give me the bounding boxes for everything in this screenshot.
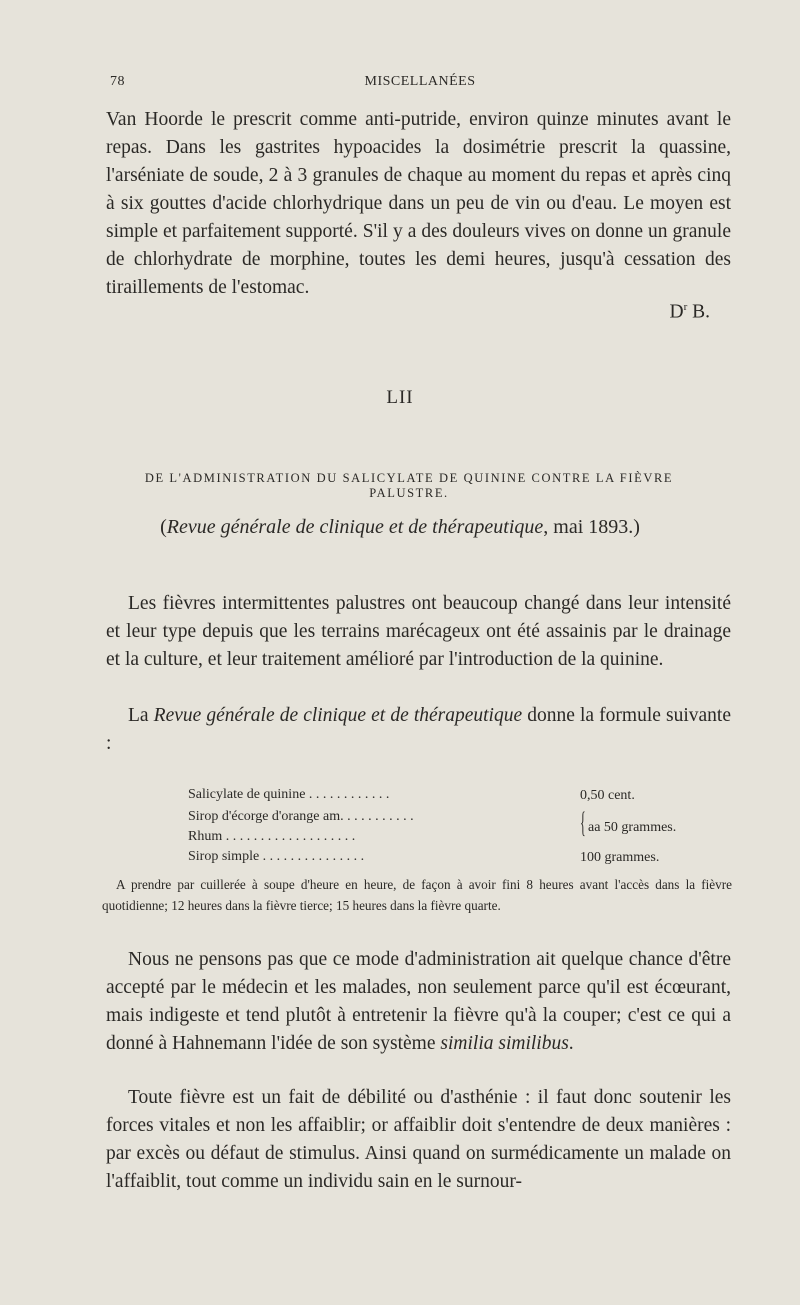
- signature: $D^r$ B.: [669, 301, 710, 323]
- section-title: DE L'ADMINISTRATION DU SALICYLATE DE QUININE CONTRE LA FIÈVRE PALUSTRE.: [144, 471, 674, 500]
- paragraph-van-hoorde: Van Hoorde le prescrit comme anti-putride, environ quinze minutes avant le repas. Dans les gastrites hypoacides la dosimétrie prescrit la quassine, l'arséniate de soude, 2 à 3 granules de chaque au moment du repas et après cinq à six gouttes d'acide chlorhydrique dans un peu de vin ou d'eau. Le moyen est simple et parfaitement supporté. S'il y a des douleurs vives on donne un granule de chlorhydrate de morphine, toutes les demi heures, jusqu'à cessation des tiraillements de l'estomac.: [106, 109, 731, 298]
- paragraph-formule: La Revue générale de clinique et de thérapeutique donne la formule suivante :: [106, 705, 731, 754]
- similia-phrase: similia similibus: [440, 1033, 569, 1054]
- recipe-item-name: Sirop d'écorge d'orange am. . . . . . . . . . .: [188, 809, 414, 824]
- paragraph-critique: Nous ne pensons pas que ce mode d'administration ait quelque chance d'être accepté par le médecin et les malades, non seulement parce qu'il est écœurant, mais indigeste et tend plutôt à entretenir la fièvre qu'à la couper; c'est ce qui a donné à Hahnemann l'idée de son système similia similibus.: [106, 949, 731, 1054]
- paragraph-debilite: Toute fièvre est un fait de débilité ou d'asthénie : il faut donc soutenir les forces vitales et non les affaiblir; or affaiblir doit s'entendre de deux manières : par excès ou défaut de stimulus. Ainsi quand on surmédicamente un malade on l'affaiblit, tout comme un individu sain en le surnour-: [106, 1087, 731, 1192]
- page-header: [110, 74, 730, 96]
- recipe-item-qty: 0,50 cent.: [580, 788, 635, 803]
- journal-title-inline: Revue générale de clinique et de thérapeutique: [153, 705, 523, 726]
- paragraph-fievres: Les fièvres intermittentes palustres ont beaucoup changé dans leur intensité et leur type depuis que les terrains marécageux ont été assainis par le drainage et la culture, et leur traitement amélioré par l'introduction de la quinine.: [106, 593, 731, 670]
- recipe-brace-qty: aa 50 grammes.: [588, 820, 677, 835]
- recipe-item-qty: 100 grammes.: [580, 850, 660, 865]
- page-number: 78: [110, 74, 125, 89]
- journal-title: Revue générale de clinique et de thérapeutique: [166, 516, 544, 538]
- brace-symbol: {: [580, 806, 586, 839]
- recipe-item-name: Salicylate de quinine . . . . . . . . . . . .: [188, 787, 390, 802]
- running-title: MISCELLANÉES: [364, 74, 476, 89]
- section-number: LII: [386, 387, 414, 408]
- recipe-item-name: Sirop simple . . . . . . . . . . . . . . .: [188, 849, 365, 864]
- source-reference: (Revue générale de clinique et de thérapeutique, mai 1893.): [160, 516, 640, 538]
- recipe-item-name: Rhum . . . . . . . . . . . . . . . . . . .: [188, 829, 356, 844]
- recipe-instructions: A prendre par cuillerée à soupe d'heure en heure, de façon à avoir fini 8 heures avant l'accès dans la fièvre quotidienne; 12 heures dans la fièvre tierce; 15 heures dans la fièvre quarte.: [102, 877, 732, 913]
